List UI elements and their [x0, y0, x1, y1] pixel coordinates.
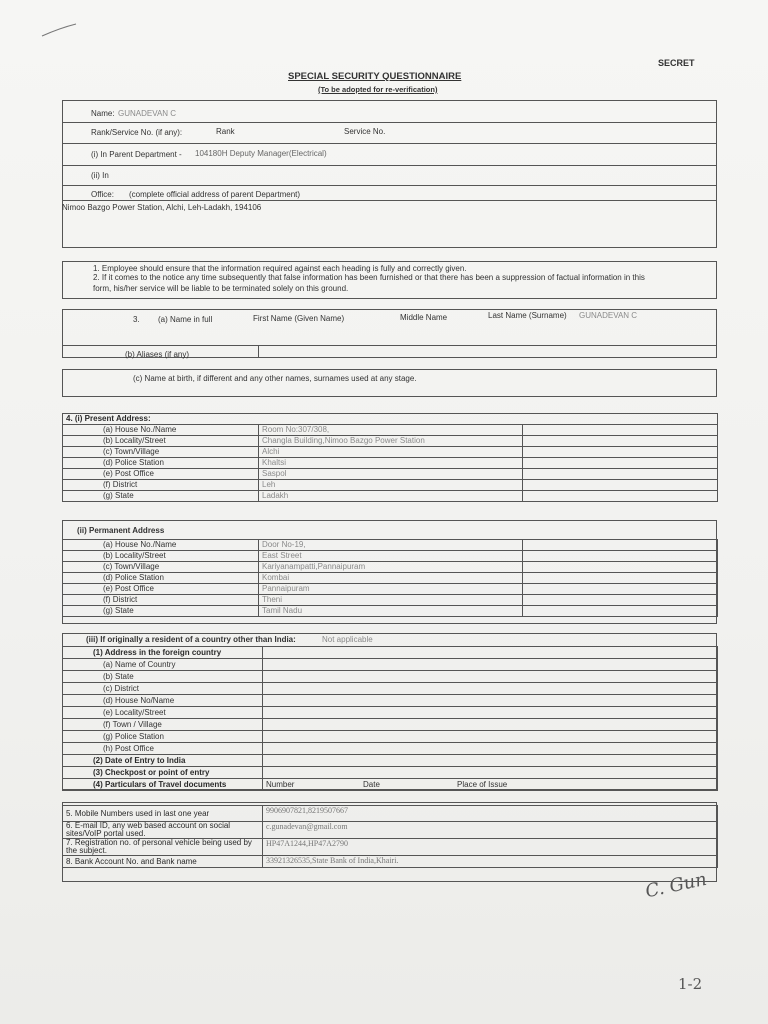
address-field-value: Khaltsi	[259, 458, 523, 469]
foreign-field-label: (g) Police Station	[63, 731, 263, 743]
table-row	[63, 469, 718, 480]
rank-value: Rank	[216, 127, 235, 136]
address-field-label: (e) Post Office	[63, 584, 259, 595]
table-row	[63, 562, 718, 573]
address-field-value: Ladakh	[259, 491, 523, 502]
contact-field-value: 33921326535,State Bank of India,Khairi.	[263, 856, 718, 868]
foreign-field-label: (c) District	[63, 683, 263, 695]
table-row	[63, 707, 718, 719]
rank-label: Rank/Service No. (if any):	[91, 128, 183, 137]
table-row	[63, 839, 718, 856]
address-field-value: Pannaipuram	[259, 584, 523, 595]
table-row	[63, 540, 718, 551]
first-name-label: First Name (Given Name)	[253, 314, 345, 323]
foreign-field-label: (h) Post Office	[63, 743, 263, 755]
table-row	[63, 480, 718, 491]
contacts-table	[62, 805, 718, 868]
address-field-value: Saspol	[259, 469, 523, 480]
table-row	[63, 822, 718, 839]
address-field-label: (f) District	[63, 480, 259, 491]
foreign-field-value	[263, 743, 718, 755]
foreign-field-value	[263, 671, 718, 683]
pen-mark-icon	[40, 22, 80, 40]
address-field-value: Alchi	[259, 447, 523, 458]
table-row	[63, 743, 718, 755]
empty-cell	[523, 458, 718, 469]
table-row	[63, 458, 718, 469]
middle-name-label: Middle Name	[400, 313, 448, 322]
table-row	[63, 491, 718, 502]
table-row	[63, 573, 718, 584]
aliases-label: (b) Aliases (if any)	[125, 350, 190, 359]
contact-field-value: c.gunadevan@gmail.com	[263, 822, 718, 839]
address-field-label: (c) Town/Village	[63, 562, 259, 573]
table-row	[63, 659, 718, 671]
contact-field-label: 5. Mobile Numbers used in last one year	[63, 806, 263, 822]
birth-name-label: (c) Name at birth, if different and any other names, surnames used at any stage.	[133, 374, 417, 383]
foreign-field-label: (b) State	[63, 671, 263, 683]
table-row	[63, 755, 718, 767]
instruction-3: form, his/her service will be liable to be terminated solely on this ground.	[93, 284, 349, 293]
permanent-address-heading: (ii) Permanent Address	[77, 526, 165, 535]
name-value: GUNADEVAN C	[118, 109, 177, 118]
foreign-field-value	[263, 647, 718, 659]
empty-cell	[523, 480, 718, 491]
table-row	[63, 447, 718, 458]
last-name-label: Last Name (Surname)	[488, 311, 567, 320]
table-row	[63, 436, 718, 447]
q3-number: 3.	[133, 315, 140, 324]
travel-place-label: Place of Issue	[457, 780, 508, 789]
name-label: Name:	[91, 109, 115, 118]
empty-cell	[523, 573, 718, 584]
parent-dept-value: 104180H Deputy Manager(Electrical)	[195, 149, 327, 158]
foreign-field-label: (3) Checkpost or point of entry	[63, 767, 263, 779]
foreign-field-value	[263, 731, 718, 743]
present-address-heading: 4. (i) Present Address:	[63, 414, 718, 425]
travel-number-label: Number	[266, 780, 295, 789]
foreign-field-value	[263, 779, 718, 791]
contact-field-value: HP47A1244,HP47A2790	[263, 839, 718, 856]
office-note: (complete official address of parent Department)	[129, 190, 301, 199]
address-field-label: (a) House No./Name	[63, 540, 259, 551]
name-in-full-label: (a) Name in full	[158, 315, 213, 324]
travel-date-label: Date	[363, 780, 380, 789]
address-field-label: (a) House No./Name	[63, 425, 259, 436]
address-field-label: (b) Locality/Street	[63, 436, 259, 447]
table-row	[63, 647, 718, 659]
parent-dept-label: (i) In Parent Department -	[91, 150, 182, 159]
table-row	[63, 671, 718, 683]
foreign-field-label: (f) Town / Village	[63, 719, 263, 731]
empty-cell	[523, 562, 718, 573]
address-field-value: Theni	[259, 595, 523, 606]
table-row	[63, 856, 718, 868]
address-field-value: Tamil Nadu	[259, 606, 523, 617]
address-field-label: (b) Locality/Street	[63, 551, 259, 562]
foreign-field-label: (a) Name of Country	[63, 659, 263, 671]
table-row	[63, 425, 718, 436]
service-no-label: Service No.	[344, 127, 386, 136]
address-field-value: East Street	[259, 551, 523, 562]
instruction-1: 1. Employee should ensure that the information required against each heading is fully and correctly given.	[93, 264, 467, 273]
table-row	[63, 731, 718, 743]
address-field-value: Door No-19,	[259, 540, 523, 551]
empty-cell	[523, 425, 718, 436]
foreign-residence-table	[62, 646, 718, 791]
table-row	[63, 767, 718, 779]
address-field-label: (d) Police Station	[63, 573, 259, 584]
address-field-value: Changla Building,Nimoo Bazgo Power Station	[259, 436, 523, 447]
contact-field-label: 6. E-mail ID, any web based account on social sites/VoIP portal used.	[63, 822, 263, 839]
address-field-label: (e) Post Office	[63, 469, 259, 480]
foreign-field-value	[263, 707, 718, 719]
contact-field-value: 9906907821,8219507667	[263, 806, 718, 822]
table-row	[63, 695, 718, 707]
foreign-field-value	[263, 683, 718, 695]
last-name-value: GUNADEVAN C	[579, 311, 638, 320]
foreign-heading: (iii) If originally a resident of a country other than India:	[86, 635, 296, 644]
address-field-label: (f) District	[63, 595, 259, 606]
foreign-field-label: (2) Date of Entry to India	[63, 755, 263, 767]
empty-cell	[523, 584, 718, 595]
table-row	[63, 683, 718, 695]
office-address: Nimoo Bazgo Power Station, Alchi, Leh-Ladakh, 194106	[62, 203, 262, 212]
in-label: (ii) In	[91, 171, 109, 180]
classification-label: SECRET	[658, 58, 695, 68]
office-label: Office:	[91, 190, 114, 199]
form-subtitle: (To be adopted for re-verification)	[318, 85, 438, 94]
address-field-value: Leh	[259, 480, 523, 491]
foreign-field-value	[263, 719, 718, 731]
empty-cell	[523, 447, 718, 458]
contact-field-label: 8. Bank Account No. and Bank name	[63, 856, 263, 868]
foreign-field-value	[263, 755, 718, 767]
contact-field-label: 7. Registration no. of personal vehicle being used by the subject.	[63, 839, 263, 856]
instruction-2: 2. If it comes to the notice any time subsequently that false information has been furnished or that there has been a suppression of factual information in this	[93, 273, 645, 282]
empty-cell	[523, 540, 718, 551]
foreign-field-label: (4) Particulars of Travel documents	[63, 779, 263, 791]
page-number: 1-2	[678, 975, 703, 993]
foreign-field-label: (1) Address in the foreign country	[63, 647, 263, 659]
empty-cell	[523, 551, 718, 562]
table-row	[63, 551, 718, 562]
present-address-table	[62, 413, 718, 502]
address-field-value: Room No:307/308,	[259, 425, 523, 436]
empty-cell	[523, 436, 718, 447]
empty-cell	[523, 595, 718, 606]
handwritten-signature: C. Gun	[643, 868, 709, 903]
foreign-field-label: (e) Locality/Street	[63, 707, 263, 719]
foreign-field-value	[263, 695, 718, 707]
permanent-address-table	[62, 539, 718, 617]
table-row	[63, 779, 718, 791]
address-field-value: Kariyanampatti,Pannaipuram	[259, 562, 523, 573]
address-field-label: (g) State	[63, 491, 259, 502]
foreign-heading-value: Not applicable	[322, 635, 373, 644]
foreign-field-value	[263, 659, 718, 671]
foreign-field-value	[263, 767, 718, 779]
address-field-label: (g) State	[63, 606, 259, 617]
address-field-label: (d) Police Station	[63, 458, 259, 469]
table-row	[63, 595, 718, 606]
table-row	[63, 806, 718, 822]
table-row	[63, 584, 718, 595]
address-field-label: (c) Town/Village	[63, 447, 259, 458]
table-row	[63, 606, 718, 617]
table-row	[63, 719, 718, 731]
empty-cell	[523, 606, 718, 617]
empty-cell	[523, 491, 718, 502]
form-title: SPECIAL SECURITY QUESTIONNAIRE	[288, 71, 462, 82]
address-field-value: Kombai	[259, 573, 523, 584]
empty-cell	[523, 469, 718, 480]
foreign-field-label: (d) House No/Name	[63, 695, 263, 707]
